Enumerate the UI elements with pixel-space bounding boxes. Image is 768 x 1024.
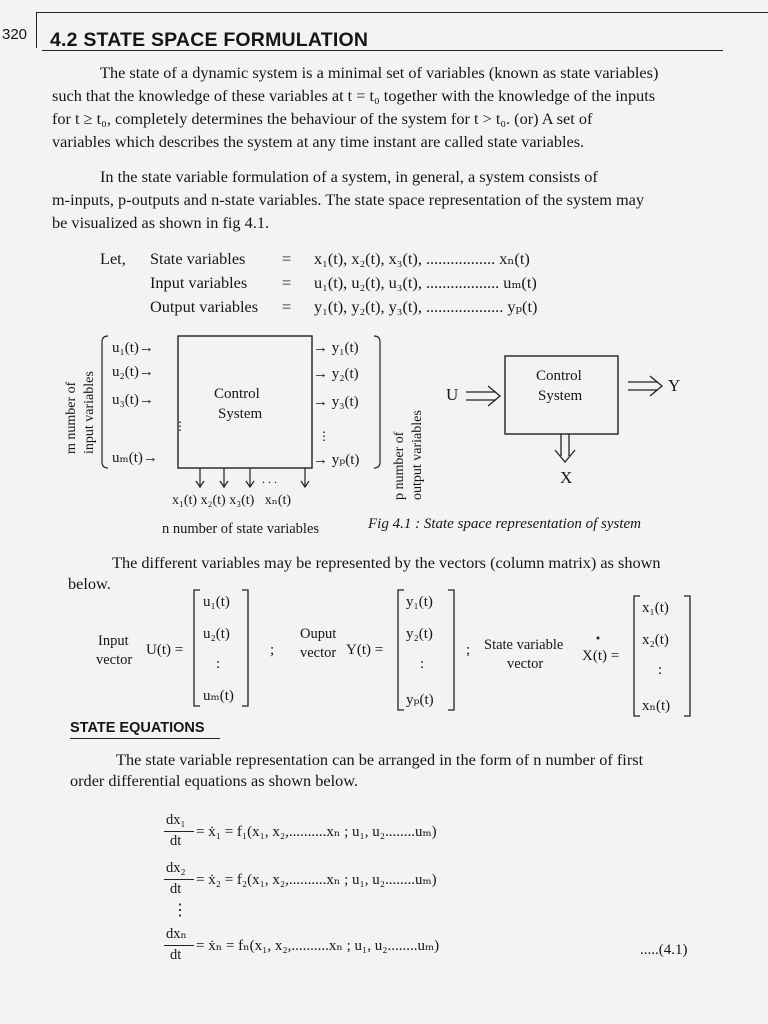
input-u2: u₂(t)→ [112, 364, 154, 380]
output-variables-eq: = [282, 297, 292, 316]
eqn-rhs: = ẋₙ = fₙ(x₁, x₂,..........xₙ ; u₁, u₂........uₘ) [196, 938, 440, 954]
state-eq-intro-2: order differential equations as shown below. [70, 771, 359, 790]
eq-vdots: ⋮ [172, 902, 188, 919]
output-y3: → y₃(t) [313, 394, 359, 410]
state-vector-left-bracket [634, 596, 640, 716]
left-block-label-2: System [218, 406, 263, 422]
para3-line-2: below. [68, 574, 111, 593]
para2-line-2: m-inputs, p-outputs and n-state variables. The state space representation of the system may [52, 190, 644, 209]
page-number: 320 [2, 26, 28, 43]
state-eq-intro-1: The state variable representation can be arranged in the form of n number of first [116, 750, 644, 769]
output-vector-y1: y₁(t) [406, 594, 433, 610]
state-vector-label-2: vector [507, 656, 544, 672]
state-double-arrow [555, 434, 575, 462]
input-vector-right-bracket [242, 590, 248, 706]
input-vdots: ⋮ [174, 419, 186, 433]
eqn-numerator: dxₙ [166, 926, 187, 942]
input-variables-name: Input variables [150, 273, 248, 292]
equation-number: .....(4.1) [640, 942, 688, 958]
eq1-rhs: = ẋ₁ = f₁(x₁, x₂,..........xₙ ; u₁, u₂........uₘ) [196, 824, 437, 840]
figure-caption: Fig 4.1 : State space representation of system [368, 516, 642, 532]
input-vector-label-2: vector [96, 652, 133, 668]
left-block-label-1: Control [214, 386, 260, 402]
para1-line-3: for t ≥ t₀, completely determines the behaviour of the system for t > t₀. (or) A set of [52, 109, 593, 128]
output-side-label-1: p number of [392, 431, 407, 500]
para2-line-1: In the state variable formulation of a system, in general, a system consists of [100, 167, 598, 186]
input-vector-lhs: U(t) = [146, 642, 184, 658]
input-vector-label-1: Input [98, 633, 129, 649]
state-vector-dots: : [658, 662, 663, 678]
state-equations-title: STATE EQUATIONS [70, 720, 205, 736]
right-block-label-2: System [538, 388, 583, 404]
state-equations-rule [70, 738, 220, 739]
output-brace [374, 336, 380, 468]
output-side-label-2: output variables [410, 410, 425, 500]
state-vector-x1: x₁(t) [642, 600, 669, 616]
output-vector-lhs: Y(t) = [346, 642, 384, 658]
state-vector-xn: xₙ(t) [642, 698, 671, 714]
right-input-u: U [446, 385, 459, 404]
para1-line-2: such that the knowledge of these variables at t = t₀ together with the knowledge of the inputs [52, 86, 656, 105]
input-vector-dots: : [216, 656, 221, 672]
state-hdots: . . . [262, 472, 277, 486]
state-vector-lhs: X(t) = [582, 648, 620, 664]
eq1-fraction-bar [164, 831, 194, 832]
output-vector-left-bracket [398, 590, 404, 710]
output-variables-name: Output variables [150, 297, 259, 316]
output-variables-value: y₁(t), y₂(t), y₃(t), ................... yₚ(t) [314, 297, 538, 316]
input-vector-left-bracket [194, 590, 200, 706]
state-arrows [196, 468, 309, 487]
state-caption: n number of state variables [162, 521, 320, 537]
section-title: 4.2 STATE SPACE FORMULATION [50, 29, 369, 51]
output-vector-label-2: vector [300, 645, 337, 661]
state-vector-right-bracket [684, 596, 690, 716]
output-y2: → y₂(t) [313, 366, 359, 382]
output-yp: → yₚ(t) [313, 452, 360, 468]
state-vector-label-1: State variable [484, 637, 564, 653]
input-u1: u₁(t)→ [112, 340, 154, 356]
eq2-denominator: dt [170, 881, 182, 897]
input-um: uₘ(t)→ [112, 450, 158, 466]
eq1-numerator: dx₁ [166, 812, 186, 828]
output-vector-dots: : [420, 656, 425, 672]
output-vector-right-bracket [448, 590, 454, 710]
output-vector-yp: yₚ(t) [406, 692, 434, 708]
output-vdots: ⋮ [318, 429, 330, 443]
input-vector-um: uₘ(t) [203, 688, 234, 704]
eqn-denominator: dt [170, 947, 182, 963]
eq2-rhs: = ẋ₂ = f₂(x₁, x₂,..........xₙ ; u₁, u₂........uₘ) [196, 872, 437, 888]
input-brace [102, 336, 108, 468]
state-variables-eq: = [282, 249, 292, 268]
output-vector-y2: y₂(t) [406, 626, 433, 642]
input-side-label-1: m number of [64, 381, 79, 454]
eqn-fraction-bar [164, 945, 194, 946]
eq2-numerator: dx₂ [166, 860, 186, 876]
input-double-arrow [466, 386, 500, 406]
right-state-x: X [560, 468, 573, 487]
right-block-label-1: Control [536, 368, 582, 384]
eq2-fraction-bar [164, 879, 194, 880]
para1-line-4: variables which describes the system at any time instant are called state variables. [52, 132, 585, 151]
para2-line-3: be visualized as shown in fig 4.1. [52, 213, 270, 232]
let-label: Let, [100, 249, 126, 268]
sep-1: ; [270, 642, 275, 658]
para1-line-1: The state of a dynamic system is a minimal set of variables (known as state variables) [100, 63, 659, 82]
output-y1: → y₁(t) [313, 340, 359, 356]
input-side-label-2: input variables [82, 371, 97, 454]
input-vector-u1: u₁(t) [203, 594, 230, 610]
right-output-y: Y [668, 376, 681, 395]
input-variables-value: u₁(t), u₂(t), u₃(t), .................. uₘ(t) [314, 273, 537, 292]
input-variables-eq: = [282, 273, 292, 292]
state-vector-x2: x₂(t) [642, 632, 669, 648]
state-vector-dot [597, 637, 600, 640]
input-vector-u2: u₂(t) [203, 626, 230, 642]
state-variables-value: x₁(t), x₂(t), x₃(t), ................. xₙ(t) [314, 249, 530, 268]
state-variable-labels: x₁(t) x₂(t) x₃(t) xₙ(t) [172, 493, 292, 508]
para3-line-1: The different variables may be represented by the vectors (column matrix) as shown [112, 553, 661, 572]
eq1-denominator: dt [170, 833, 182, 849]
output-vector-label-1: Ouput [300, 626, 337, 642]
sep-2: ; [466, 642, 471, 658]
state-variables-name: State variables [150, 249, 246, 268]
input-u3: u₃(t)→ [112, 392, 154, 408]
output-double-arrow [628, 376, 662, 396]
